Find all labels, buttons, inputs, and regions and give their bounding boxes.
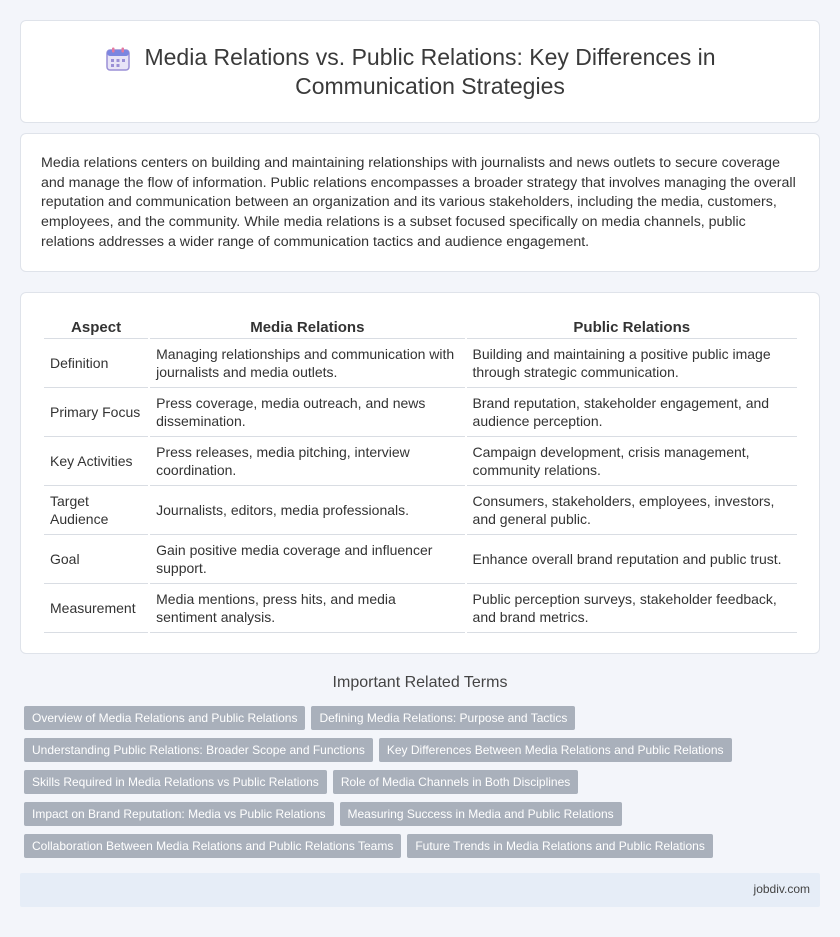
public-cell: Consumers, stakeholders, employees, investors, and general public. <box>467 486 797 535</box>
intro-paragraph: Media relations centers on building and maintaining relationships with journalists and news outlets to secure coverage and manage the flow of information. Public relations encompasses a broader strategy that involves managing the overall reputation and communication between an organization and its various stakeholders, including the media, customers, employees, and the community. While media relations is a subset focused specifically on media channels, public relations addresses a wider range of communication tactics and audience engagement. <box>41 155 796 250</box>
term-row <box>24 738 824 770</box>
media-cell: Press releases, media pitching, interview coordination. <box>150 437 464 486</box>
public-cell: Building and maintaining a positive public image through strategic communication. <box>467 339 797 388</box>
header-card <box>20 20 820 123</box>
column-header-media: Media Relations <box>150 315 464 339</box>
media-cell: Managing relationships and communication with journalists and media outlets. <box>150 339 464 388</box>
column-header-aspect: Aspect <box>44 315 148 339</box>
related-term-link[interactable]: Collaboration Between Media Relations and Public Relations Teams <box>24 834 401 858</box>
table-row <box>44 584 797 633</box>
table-row <box>44 437 797 486</box>
intro-card <box>20 133 820 272</box>
table-header-row <box>44 315 797 339</box>
related-term-link[interactable]: Impact on Brand Reputation: Media vs Public Relations <box>24 802 334 826</box>
related-term-link[interactable]: Overview of Media Relations and Public Relations <box>24 706 305 730</box>
related-term-link[interactable]: Measuring Success in Media and Public Relations <box>340 802 622 826</box>
media-cell: Gain positive media coverage and influencer support. <box>150 535 464 584</box>
table-row <box>44 535 797 584</box>
aspect-cell: Goal <box>44 535 148 584</box>
related-terms-list <box>24 706 824 866</box>
aspect-cell: Key Activities <box>44 437 148 486</box>
term-row <box>24 770 824 802</box>
media-cell: Press coverage, media outreach, and news dissemination. <box>150 388 464 437</box>
footer <box>20 873 820 907</box>
term-row <box>24 802 824 834</box>
media-cell: Media mentions, press hits, and media sentiment analysis. <box>150 584 464 633</box>
public-cell: Public perception surveys, stakeholder feedback, and brand metrics. <box>467 584 797 633</box>
aspect-cell: Primary Focus <box>44 388 148 437</box>
related-terms-heading: Important Related Terms <box>332 674 508 691</box>
table-row <box>44 388 797 437</box>
table-row <box>44 486 797 535</box>
comparison-table <box>42 315 799 633</box>
related-term-link[interactable]: Skills Required in Media Relations vs Public Relations <box>24 770 327 794</box>
related-term-link[interactable]: Defining Media Relations: Purpose and Tactics <box>311 706 575 730</box>
aspect-cell: Definition <box>44 339 148 388</box>
related-term-link[interactable]: Understanding Public Relations: Broader Scope and Functions <box>24 738 373 762</box>
related-term-link[interactable]: Key Differences Between Media Relations and Public Relations <box>379 738 732 762</box>
page-title: Media Relations vs. Public Relations: Key Differences in Communication Strategies <box>144 44 716 99</box>
public-cell: Enhance overall brand reputation and public trust. <box>467 535 797 584</box>
aspect-cell: Target Audience <box>44 486 148 535</box>
footer-brand[interactable]: jobdiv.com <box>753 882 810 896</box>
table-row <box>44 339 797 388</box>
media-cell: Journalists, editors, media professionals. <box>150 486 464 535</box>
comparison-card <box>20 292 820 654</box>
public-cell: Brand reputation, stakeholder engagement, and audience perception. <box>467 388 797 437</box>
column-header-public: Public Relations <box>467 315 797 339</box>
term-row <box>24 706 824 738</box>
aspect-cell: Measurement <box>44 584 148 633</box>
related-term-link[interactable]: Role of Media Channels in Both Disciplines <box>333 770 578 794</box>
term-row <box>24 834 824 866</box>
public-cell: Campaign development, crisis management, community relations. <box>467 437 797 486</box>
related-term-link[interactable]: Future Trends in Media Relations and Public Relations <box>407 834 713 858</box>
